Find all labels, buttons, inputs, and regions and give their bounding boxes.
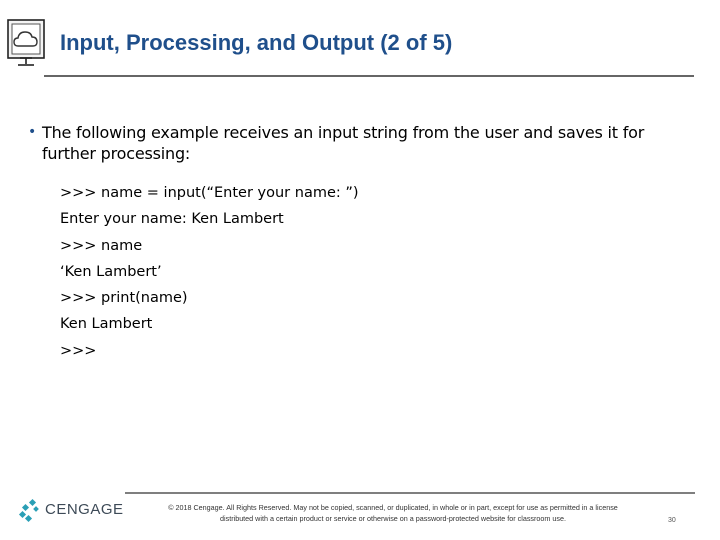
code-example <box>60 180 359 364</box>
code-line: >>> name = input(“Enter your name: ”) <box>60 185 359 201</box>
brand-name: CENGAGE <box>45 501 124 518</box>
copyright-line: distributed with a certain product or service or otherwise on a password-protected website for classroom use. <box>220 514 566 523</box>
bullet-dot: • <box>28 124 37 140</box>
copyright-notice <box>138 502 648 524</box>
code-line: Ken Lambert <box>60 316 153 333</box>
code-line: ‘Ken Lambert’ <box>60 263 162 280</box>
page-number: 30 <box>668 517 676 524</box>
copyright-line: © 2018 Cengage. All Rights Reserved. May not be copied, scanned, or duplicated, in whole or in part, except for use as permitted in a license <box>168 503 618 512</box>
code-line: >>> print(name) <box>60 290 188 307</box>
slide-title: Input, Processing, and Output (2 of 5) <box>60 30 453 55</box>
code-line: >>> <box>60 342 97 359</box>
code-line: >>> name <box>60 237 143 254</box>
footer-divider <box>125 492 695 494</box>
bullet-text: The following example receives an input string from the user and saves it for further processing: <box>42 123 645 163</box>
bullet-point <box>28 122 688 164</box>
title-divider <box>44 75 694 77</box>
code-line: Enter your name: Ken Lambert <box>60 211 284 228</box>
cloud-computer-icon <box>6 18 46 68</box>
